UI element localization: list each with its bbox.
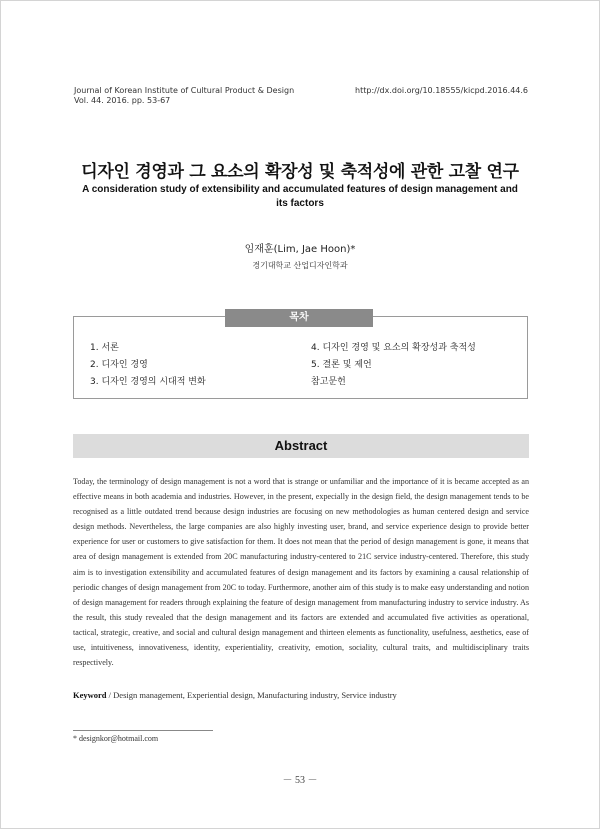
footnote-divider <box>73 730 213 731</box>
abstract-heading: Abstract <box>73 434 529 458</box>
toc-item: 3. 디자인 경영의 시대적 변화 <box>90 377 206 387</box>
journal-name: Journal of Korean Institute of Cultural Product & Design <box>74 86 295 95</box>
keyword-label: Keyword <box>73 690 107 700</box>
title-korean: 디자인 경영과 그 요소의 확장성 및 축적성에 관한 고찰 연구 <box>81 162 519 182</box>
toc-item: 5. 결론 및 제언 <box>311 360 372 370</box>
footnote-email: * designkor@hotmail.com <box>73 734 159 743</box>
toc-item: 4. 디자인 경영 및 요소의 확장성과 축적성 <box>311 343 476 353</box>
toc-item: 참고문헌 <box>311 377 346 387</box>
doi-link[interactable]: http://dx.doi.org/10.18555/kicpd.2016.44.6 <box>355 86 528 95</box>
keyword-text: Design management, Experiential design, Manufacturing industry, Service industry <box>113 690 397 700</box>
abstract-body: Today, the terminology of design management is not a word that is strange or unfamiliar and the importance of it is became accepted as an effective means in both academia and industries. However, in the present, expecially in the design field, the design management tends to be recognised as a little outdated trend because design industries are focusing on new methodologies as human centered design and service design methods. Nevertheless, the large companies are also highly investing user, brand, and service experience design to provide better experience for user or customers to give satisfaction for them. It does not mean that the period of design management is gone, it means that area of design management is extended from 20C manufacturing industry-centered to 21C service industry-centered. Therefore, this study aim is to investigation extensibility and accumulated features of design management and its factors by examining a causal relationship of periodic changes of design management from 20C to today. Furthermore, another aim of this study is to make easy understanding and notion of design management for readers through explaining the feature of design management from manufacturing industry to service industry. As the result, this study revealed that the design management and its factors are extended and accumulated five activities as operational, tactical, strategic, creative, and social and cultural design management and thirteen elements as functionality, usefulness, aesthetics, ease of use, intuitiveness, innovativeness, identity, experientiality, creativity, emotion, sociality, cultural traits, and multidisciplinary traits respectively. <box>73 477 529 668</box>
keywords: Keyword / Design management, Experiential design, Manufacturing industry, Service industry <box>73 690 397 700</box>
toc-item: 1. 서론 <box>90 343 119 353</box>
journal-volume: Vol. 44. 2016. pp. 53-67 <box>74 96 171 105</box>
toc-heading: 목차 <box>225 309 373 327</box>
author-name: 임재훈(Lim, Jae Hoon)* <box>244 244 356 255</box>
page-number: － 53 － <box>282 775 318 786</box>
author-affiliation: 경기대학교 산업디자인학과 <box>252 261 348 270</box>
toc-item: 2. 디자인 경영 <box>90 360 148 370</box>
title-english: A consideration study of extensibility and accumulated features of design management and its factors <box>82 184 518 209</box>
journal-header <box>74 86 294 106</box>
